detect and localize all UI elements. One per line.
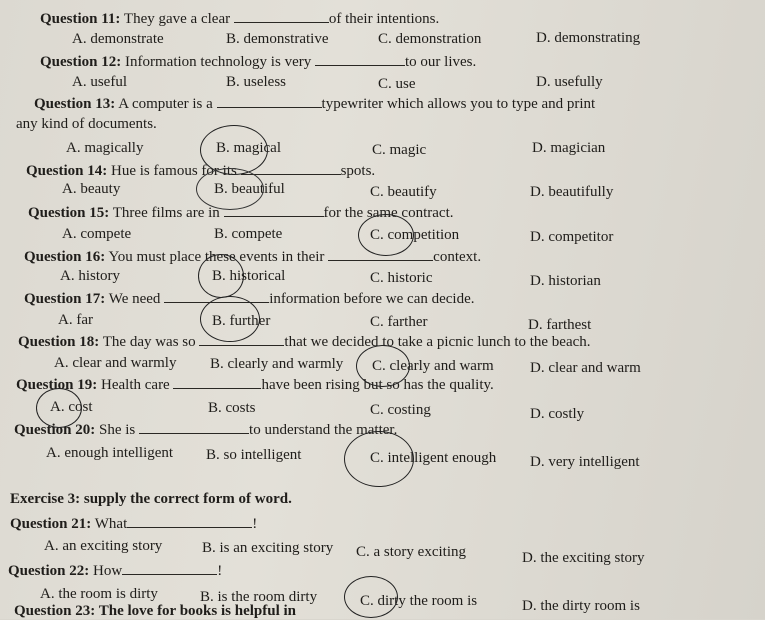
q21-option-b: B. is an exciting story	[202, 540, 334, 556]
q16-option-b: B. historical	[212, 268, 286, 284]
q13-option-b: B. magical	[216, 140, 281, 156]
q14-option-d: D. beautifully	[530, 184, 614, 200]
q14-option-b: B. beautiful	[214, 181, 285, 197]
question-11-stem: Question 11: They gave a clear of their intentions.	[40, 11, 440, 27]
q22-option-d: D. the dirty room is	[522, 598, 640, 614]
answer-blank	[315, 53, 405, 66]
question-20-stem: Question 20: She is to understand the matter.	[14, 422, 398, 438]
q13-option-d: D. magician	[532, 140, 606, 156]
q21-option-c: C. a story exciting	[356, 544, 466, 560]
q12-option-d: D. usefully	[536, 74, 603, 90]
q20-option-b: B. so intelligent	[206, 447, 302, 463]
exercise-heading: Exercise 3: supply the correct form of word.	[10, 491, 292, 507]
question-18-stem: Question 18: The day was so that we decided to take a picnic lunch to the beach.	[18, 334, 591, 350]
q15-option-c: C. competition	[370, 227, 460, 243]
q12-option-c: C. use	[378, 76, 416, 92]
answer-blank	[328, 248, 433, 261]
q15-option-a: A. compete	[62, 226, 132, 242]
q15-option-b: B. compete	[214, 226, 283, 242]
q15-option-d: D. competitor	[530, 229, 614, 245]
q12-option-b: B. useless	[226, 74, 286, 90]
question-22-stem: Question 22: How !	[8, 563, 223, 579]
answer-blank	[234, 10, 329, 23]
answer-blank	[199, 333, 284, 346]
answer-blank	[164, 290, 269, 303]
q20-option-a: A. enough intelligent	[46, 445, 174, 461]
q19-option-a: A. cost	[50, 399, 93, 415]
q11-option-b: B. demonstrative	[226, 31, 329, 47]
q20-option-d: D. very intelligent	[530, 454, 640, 470]
q11-option-c: C. demonstration	[378, 31, 482, 47]
q17-option-d: D. farthest	[528, 317, 592, 333]
question-17-stem: Question 17: We need information before we can decide.	[24, 291, 475, 307]
question-14-stem: Question 14: Hue is famous for its spots.	[26, 163, 376, 179]
q13-option-a: A. magically	[66, 140, 144, 156]
q17-option-a: A. far	[58, 312, 93, 328]
q17-option-c: C. farther	[370, 314, 428, 330]
answer-blank	[139, 421, 249, 434]
answer-blank	[122, 562, 217, 575]
q14-option-c: C. beautify	[370, 184, 437, 200]
q16-option-a: A. history	[60, 268, 120, 284]
q17-option-b: B. further	[212, 313, 271, 329]
q18-option-b: B. clearly and warmly	[210, 356, 344, 372]
answer-blank	[241, 162, 341, 175]
q21-option-d: D. the exciting story	[522, 550, 645, 566]
q19-option-d: D. costly	[530, 406, 585, 422]
question-12-stem: Question 12: Information technology is very to our lives.	[40, 54, 477, 70]
question-21-stem: Question 21: What !	[10, 516, 258, 532]
q11-option-d: D. demonstrating	[536, 30, 641, 46]
q19-option-b: B. costs	[208, 400, 256, 416]
answer-blank	[224, 204, 324, 217]
q19-option-c: C. costing	[370, 402, 431, 418]
answer-blank	[127, 515, 252, 528]
q16-option-d: D. historian	[530, 273, 601, 289]
q18-option-d: D. clear and warm	[530, 360, 641, 376]
q16-option-c: C. historic	[370, 270, 433, 286]
q22-option-b: B. is the room dirty	[200, 589, 318, 605]
q22-option-c: C. dirty the room is	[360, 593, 478, 609]
answer-blank	[217, 95, 322, 108]
question-23-cutoff: Question 23: The love for books is helpful in	[14, 603, 296, 619]
q12-option-a: A. useful	[72, 74, 127, 90]
q14-option-a: A. beauty	[62, 181, 121, 197]
question-15-stem: Question 15: Three films are in for the same contract.	[28, 205, 454, 221]
q21-option-a: A. an exciting story	[44, 538, 163, 554]
q13-option-c: C. magic	[372, 142, 427, 158]
question-13-continuation: any kind of documents.	[16, 116, 157, 132]
q22-option-a: A. the room is dirty	[40, 586, 158, 602]
q18-option-a: A. clear and warmly	[54, 355, 177, 371]
question-16-stem: Question 16: You must place these events in their context.	[24, 249, 482, 265]
q11-option-a: A. demonstrate	[72, 31, 164, 47]
question-19-stem: Question 19: Health care have been rising but so has the quality.	[16, 377, 494, 393]
q20-option-c: C. intelligent enough	[370, 450, 497, 466]
answer-blank	[173, 376, 261, 389]
question-13-stem: Question 13: A computer is a typewriter which allows you to type and print	[34, 96, 596, 112]
q18-option-c: C. clearly and warm	[372, 358, 494, 374]
